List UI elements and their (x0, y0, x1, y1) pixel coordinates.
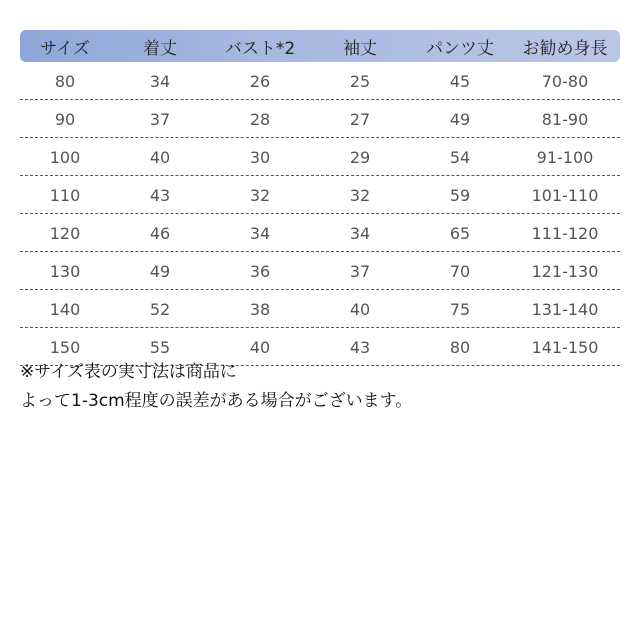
table-cell: 28 (249, 110, 271, 129)
table-cell: 91-100 (536, 148, 594, 167)
table-row (20, 176, 620, 214)
table-cell: 25 (349, 72, 371, 91)
table-cell: 75 (449, 300, 471, 319)
table-row (20, 290, 620, 328)
note-line-1: ※サイズ表の実寸法は商品に (20, 362, 237, 382)
table-cell: 111-120 (531, 224, 599, 243)
table-cell: 120 (49, 224, 81, 243)
table-cell: 90 (54, 110, 76, 129)
table-cell: 45 (449, 72, 471, 91)
table-cell: 70 (449, 262, 471, 281)
table-cell: 43 (149, 186, 171, 205)
table-cell: 36 (249, 262, 271, 281)
table-cell: 40 (349, 300, 371, 319)
table-header (20, 30, 620, 62)
header-recommended-height: お勧め身長 (522, 38, 608, 59)
table-cell: 131-140 (531, 300, 599, 319)
table-cell: 37 (349, 262, 371, 281)
table-cell: 37 (149, 110, 171, 129)
header-sleeve: 袖丈 (343, 38, 377, 59)
size-table (20, 30, 620, 366)
table-cell: 26 (249, 72, 271, 91)
table-cell: 141-150 (531, 338, 599, 357)
table-cell: 40 (249, 338, 271, 357)
table-cell: 46 (149, 224, 171, 243)
table-cell: 32 (349, 186, 371, 205)
table-cell: 81-90 (541, 110, 589, 129)
table-cell: 55 (149, 338, 171, 357)
table-cell: 38 (249, 300, 271, 319)
table-cell: 52 (149, 300, 171, 319)
table-cell: 32 (249, 186, 271, 205)
table-row (20, 138, 620, 176)
table-cell: 80 (54, 72, 76, 91)
header-bust: バスト*2 (224, 38, 296, 59)
table-cell: 43 (349, 338, 371, 357)
table-cell: 150 (49, 338, 81, 357)
table-cell: 101-110 (531, 186, 599, 205)
table-cell: 140 (49, 300, 81, 319)
table-cell: 49 (149, 262, 171, 281)
table-cell: 65 (449, 224, 471, 243)
table-row (20, 62, 620, 100)
table-cell: 130 (49, 262, 81, 281)
measurement-note (20, 358, 620, 416)
table-row (20, 214, 620, 252)
header-size: サイズ (40, 38, 90, 59)
header-length: 着丈 (143, 38, 177, 59)
table-row (20, 100, 620, 138)
table-cell: 34 (149, 72, 171, 91)
header-pants-length: パンツ丈 (426, 38, 494, 59)
table-cell: 30 (249, 148, 271, 167)
table-cell: 34 (349, 224, 371, 243)
table-cell: 80 (449, 338, 471, 357)
table-cell: 70-80 (541, 72, 589, 91)
table-cell: 29 (349, 148, 371, 167)
table-cell: 59 (449, 186, 471, 205)
table-cell: 49 (449, 110, 471, 129)
table-cell: 40 (149, 148, 171, 167)
table-cell: 54 (449, 148, 471, 167)
table-cell: 34 (249, 224, 271, 243)
table-cell: 27 (349, 110, 371, 129)
table-cell: 100 (49, 148, 81, 167)
table-cell: 121-130 (531, 262, 599, 281)
note-line-2: よって1-3cm程度の誤差がある場合がございます。 (20, 391, 413, 411)
table-row (20, 252, 620, 290)
table-cell: 110 (49, 186, 81, 205)
